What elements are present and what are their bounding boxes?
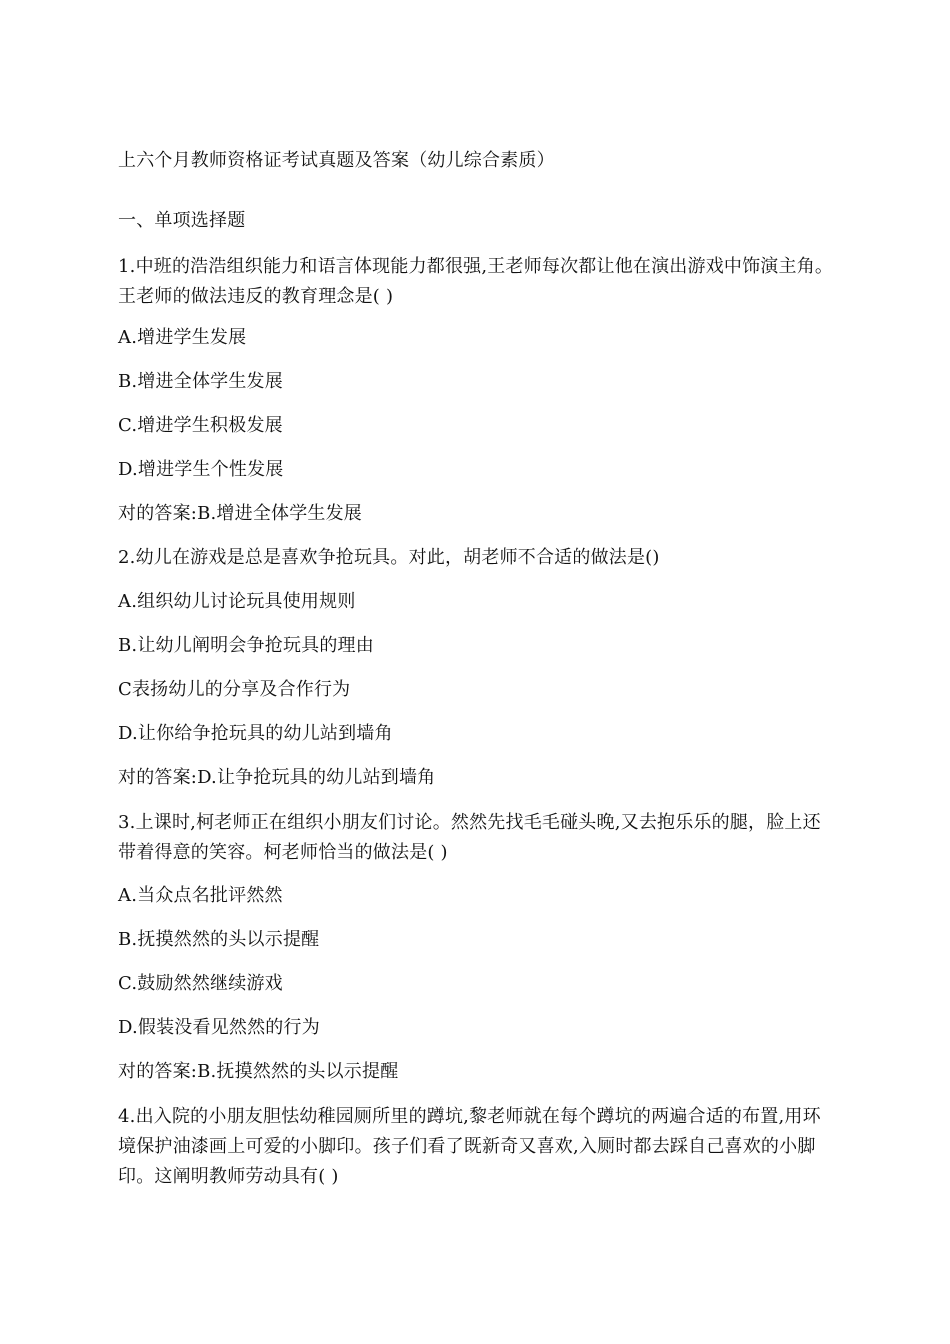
question-2-option-d: D.让你给争抢玩具的幼儿站到墙角	[118, 723, 393, 744]
question-2-option-c: C表扬幼儿的分享及合作行为	[118, 679, 351, 700]
question-2-option-a: A.组织幼儿讨论玩具使用规则	[118, 591, 356, 612]
question-3-option-d: D.假装没看见然然的行为	[118, 1017, 320, 1038]
question-1-option-c: C.增进学生积极发展	[118, 415, 283, 436]
document-title: 上六个月教师资格证考试真题及答案（幼儿综合素质）	[118, 150, 555, 171]
question-1-option-b: B.增进全体学生发展	[118, 371, 283, 392]
question-3-stem: 3.上课时,柯老师正在组织小朋友们讨论。然然先找毛毛碰头晚,又去抱乐乐的腿，脸上还带着得意的笑容。柯老师恰当的做法是( )	[118, 812, 821, 863]
question-1-option-a: A.增进学生发展	[118, 327, 247, 348]
question-2-option-b: B.让幼儿阐明会争抢玩具的理由	[118, 635, 374, 656]
section-heading: 一、单项选择题	[118, 210, 246, 231]
question-3-option-a: A.当众点名批评然然	[118, 885, 283, 906]
question-3-answer: 对的答案:B.抚摸然然的头以示提醒	[118, 1061, 399, 1082]
question-1-answer: 对的答案:B.增进全体学生发展	[118, 503, 363, 524]
question-4-stem: 4.出入院的小朋友胆怯幼稚园厕所里的蹲坑,黎老师就在每个蹲坑的两遍合适的布置,用环境保护油漆画上可爱的小脚印。孩子们看了既新奇又喜欢,入厕时都去踩自己喜欢的小脚印。这阐明教师劳动具有( )	[118, 1106, 821, 1187]
question-3-option-c: C.鼓励然然继续游戏	[118, 973, 283, 994]
question-1-option-d: D.增进学生个性发展	[118, 459, 284, 480]
question-2-answer: 对的答案:D.让争抢玩具的幼儿站到墙角	[118, 767, 436, 788]
question-1-stem: 1.中班的浩浩组织能力和语言体现能力都很强,王老师每次都让他在演出游戏中饰演主角。王老师的做法违反的教育理念是( )	[118, 256, 834, 307]
question-3-option-b: B.抚摸然然的头以示提醒	[118, 929, 320, 950]
question-2-stem: 2.幼儿在游戏是总是喜欢争抢玩具。对此，胡老师不合适的做法是()	[118, 547, 660, 568]
